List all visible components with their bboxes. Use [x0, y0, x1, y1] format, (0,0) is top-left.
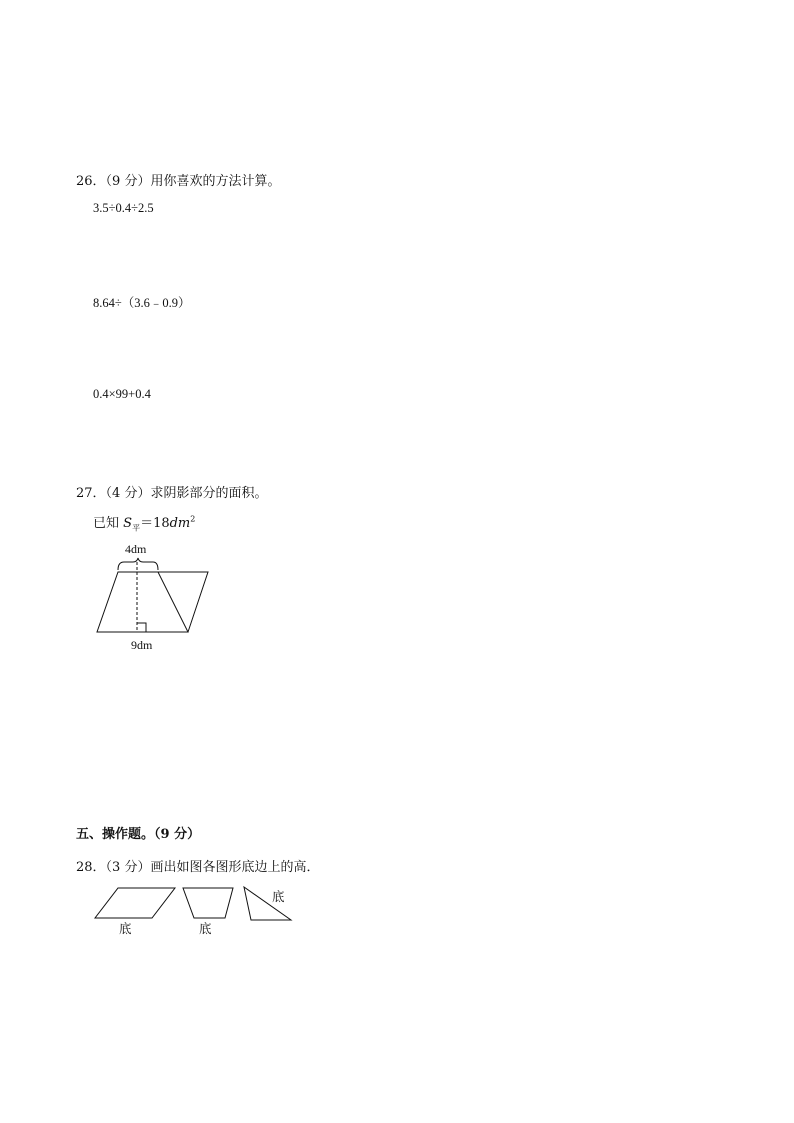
top-brace	[118, 558, 158, 570]
parallelogram-shape	[95, 888, 175, 918]
q27-heading: 27．（4 分）求阴影部分的面积。	[76, 486, 268, 501]
known-exp: 2	[190, 514, 196, 524]
trapezoid-shape-2	[183, 888, 233, 918]
q26-heading: 26．（9 分）用你喜欢的方法计算。	[76, 174, 281, 189]
q26-expression-3: 0.4×99+0.4	[93, 387, 151, 401]
bottom-dimension-label: 9dm	[131, 638, 153, 652]
q26-expression-1: 3.5÷0.4÷2.5	[93, 201, 154, 215]
top-dimension-label: 4dm	[125, 542, 147, 556]
known-prefix: 已知	[93, 516, 120, 531]
base-label-triangle: 底	[272, 889, 285, 904]
known-sub: 平	[132, 523, 141, 533]
base-label-trapezoid: 底	[199, 921, 212, 936]
known-eq: ＝18	[140, 516, 170, 531]
known-unit: dm	[169, 516, 191, 531]
q28-heading: 28．（3 分）画出如图各图形底边上的高．	[76, 860, 320, 875]
q26-expression-2: 8.64÷（3.6﹣0.9）	[93, 296, 191, 310]
section-5-title: 五、操作题。（9 分）	[76, 827, 201, 842]
right-angle-mark	[137, 623, 146, 632]
base-label-parallelogram: 底	[119, 921, 132, 936]
known-s: S	[123, 516, 133, 531]
